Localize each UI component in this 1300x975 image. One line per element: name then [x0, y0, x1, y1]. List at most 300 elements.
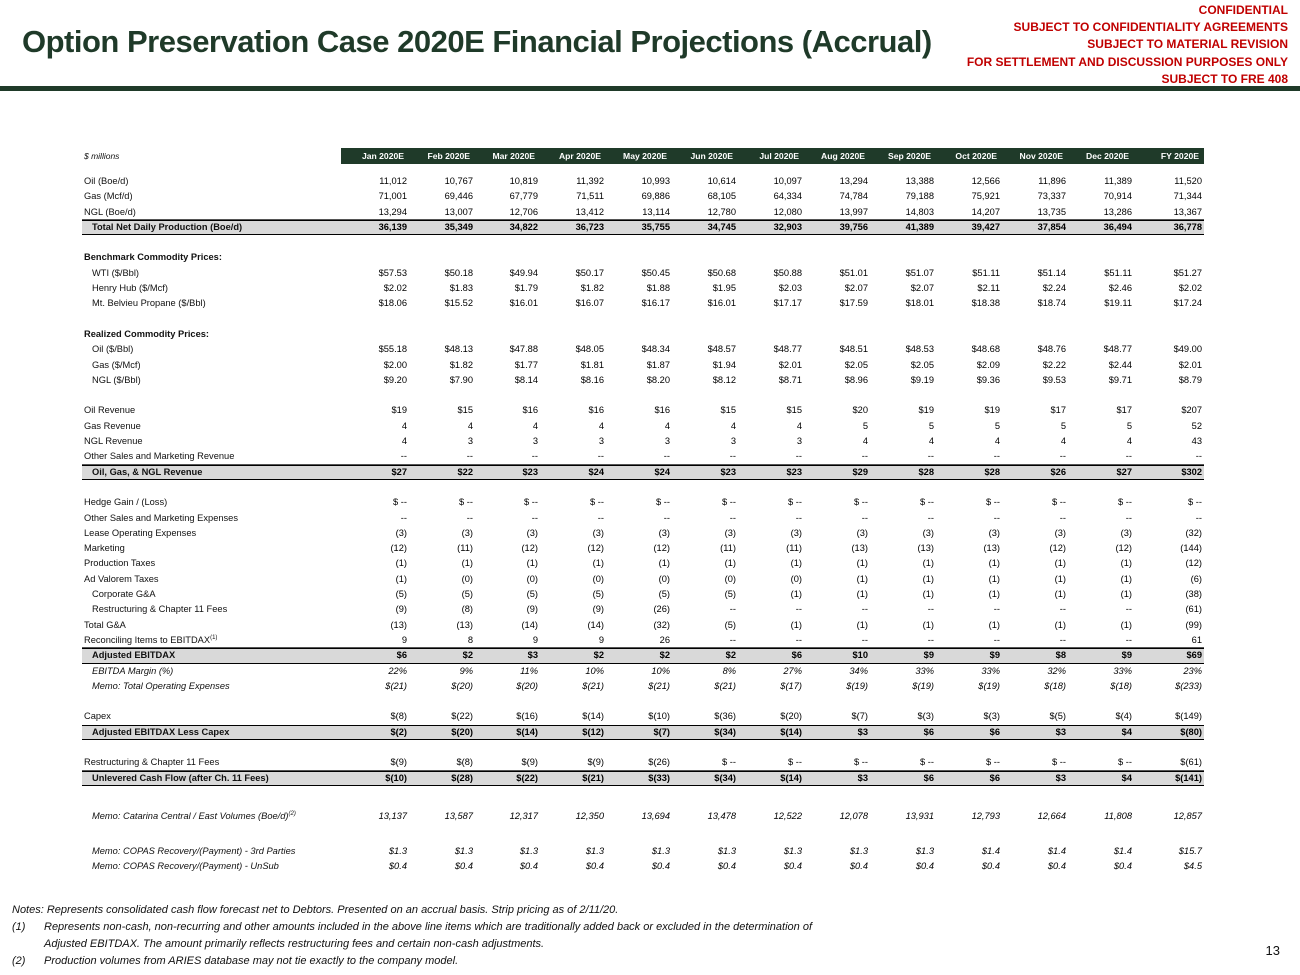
cell-value: (32) — [1185, 527, 1202, 538]
cell-value: $48.53 — [905, 344, 934, 355]
cell-value: 4 — [1126, 436, 1132, 447]
row-label: Hedge Gain / (Loss) — [84, 497, 168, 508]
cell-value: 71,344 — [1173, 191, 1202, 202]
confidential-line: SUBJECT TO MATERIAL REVISION — [1087, 37, 1288, 52]
cell-value: $19 — [918, 405, 934, 416]
cell-value: $18.74 — [1037, 298, 1066, 309]
cell-value: -- — [993, 451, 1000, 462]
row-label: Total G&A — [84, 619, 126, 630]
row-label: NGL ($/Bbl) — [92, 374, 141, 385]
cell-value: (3) — [988, 527, 1000, 538]
cell-value: $(12) — [582, 726, 604, 737]
cell-value: 10,097 — [773, 176, 802, 186]
cell-value: 11,520 — [1174, 176, 1202, 186]
cell-value: 12,706 — [509, 206, 538, 217]
table-row — [82, 434, 1204, 449]
row-label: Gas (Mcf/d) — [84, 191, 133, 202]
column-header: Oct 2020E — [955, 151, 997, 161]
cell-value: 34,822 — [509, 221, 538, 232]
title-rule — [0, 86, 1300, 91]
cell-value: $48.68 — [971, 344, 1000, 355]
cell-value: 3 — [664, 436, 670, 447]
cell-value: (13) — [390, 619, 407, 630]
cell-value: $(16) — [516, 711, 538, 722]
cell-value: $2.05 — [844, 359, 868, 370]
cell-value: (12) — [587, 543, 604, 554]
cell-value: 13,294 — [839, 176, 868, 186]
cell-value: $(19) — [846, 680, 868, 691]
cell-value: 13,007 — [444, 206, 473, 217]
cell-value: 36,494 — [1103, 221, 1132, 232]
cell-value: $48.57 — [707, 344, 736, 355]
cell-value: -- — [400, 512, 407, 523]
cell-value: 10,614 — [707, 176, 736, 186]
cell-value: 13,735 — [1037, 206, 1066, 217]
cell-value: $19 — [984, 405, 1000, 416]
cell-value: 35,755 — [641, 221, 670, 232]
cell-value: $(9) — [521, 757, 538, 768]
cell-value: (1) — [856, 558, 868, 569]
cell-value: (3) — [856, 527, 868, 538]
cell-value: (12) — [653, 543, 670, 554]
cell-value: $51.11 — [1104, 267, 1132, 278]
cell-value: (1) — [592, 558, 604, 569]
cell-value: 9 — [401, 634, 407, 645]
cell-value: $(28) — [451, 772, 473, 783]
cell-value: $2 — [725, 650, 736, 661]
row-label: Henry Hub ($/Mcf) — [92, 283, 168, 294]
cell-value: -- — [663, 451, 670, 462]
cell-value: $2.00 — [383, 359, 407, 370]
table-row — [82, 809, 1204, 824]
row-label: Restructuring & Chapter 11 Fees — [92, 604, 228, 615]
cell-value: $8.14 — [514, 374, 538, 385]
cell-value: $(5) — [1049, 711, 1066, 722]
cell-value: $51.11 — [972, 267, 1000, 278]
cell-value: $1.3 — [519, 845, 538, 856]
cell-value: $8.16 — [580, 374, 604, 385]
table-row — [82, 358, 1204, 373]
cell-value: 4 — [401, 436, 407, 447]
page-number: 13 — [1265, 943, 1280, 958]
cell-value: $48.77 — [1103, 344, 1132, 355]
row-label: EBITDA Margin (%) — [92, 665, 174, 676]
cell-value: $1.3 — [849, 845, 868, 856]
row-label: Total Net Daily Production (Boe/d) — [92, 221, 243, 232]
row-label: WTI ($/Bbl) — [92, 267, 140, 278]
cell-value: $6 — [923, 726, 934, 737]
cell-value: 11,389 — [1104, 176, 1132, 186]
cell-value: $55.18 — [378, 344, 407, 355]
column-header: Nov 2020E — [1019, 151, 1063, 161]
cell-value: $(21) — [582, 680, 604, 691]
cell-value: $ -- — [1118, 497, 1132, 508]
cell-value: 13,412 — [575, 206, 604, 217]
notes — [12, 902, 812, 970]
cell-value: (12) — [1185, 558, 1202, 569]
cell-value: 27% — [783, 665, 802, 676]
cell-value: $17.17 — [773, 298, 802, 309]
cell-value: $0.4 — [849, 861, 868, 872]
cell-value: 11,896 — [1038, 176, 1066, 186]
cell-value: (99) — [1185, 619, 1202, 630]
cell-value: $ -- — [1188, 497, 1202, 508]
cell-value: $ -- — [722, 497, 736, 508]
cell-value: 22% — [388, 665, 407, 676]
table-row — [82, 373, 1204, 388]
cell-value: (1) — [988, 558, 1000, 569]
cell-value: 3 — [796, 436, 802, 447]
cell-value: $51.27 — [1173, 267, 1202, 278]
cell-value: -- — [927, 634, 934, 645]
cell-value: 69,886 — [641, 191, 670, 202]
cell-value: (1) — [922, 573, 934, 584]
cell-value: 8% — [722, 665, 736, 676]
row-label: NGL Revenue — [84, 436, 143, 447]
note-1-cont — [12, 936, 812, 953]
cell-value: -- — [1125, 604, 1132, 615]
cell-value: (1) — [1054, 558, 1066, 569]
financial-table — [82, 148, 1204, 875]
cell-value: $(22) — [451, 711, 473, 722]
cell-value: $(26) — [648, 757, 670, 768]
cell-value: (3) — [526, 527, 538, 538]
confidential-line: SUBJECT TO FRE 408 — [1161, 71, 1288, 86]
cell-value: $29 — [852, 466, 868, 477]
cell-value: $0.4 — [388, 861, 407, 872]
cell-value: $(7) — [653, 726, 670, 737]
cell-value: $10 — [852, 650, 868, 661]
cell-value: $69 — [1186, 650, 1202, 661]
cell-value: $3 — [1055, 726, 1066, 737]
confidential-line: FOR SETTLEMENT AND DISCUSSION PURPOSES ONLY — [966, 54, 1288, 69]
cell-value: -- — [795, 604, 802, 615]
footnote-marker: (1) — [210, 634, 218, 641]
cell-value: 13,137 — [378, 810, 407, 821]
cell-value: 10% — [651, 665, 670, 676]
table-row — [82, 633, 1204, 648]
cell-value: $(36) — [714, 711, 736, 722]
cell-value: $2.01 — [1178, 359, 1202, 370]
table-row — [82, 419, 1204, 434]
cell-value: (8) — [461, 604, 473, 615]
cell-value: 69,446 — [444, 191, 473, 202]
cell-value: $1.81 — [580, 359, 604, 370]
cell-value: $0.4 — [454, 861, 473, 872]
cell-value: $2.44 — [1108, 359, 1132, 370]
cell-value: $2.02 — [1178, 283, 1202, 294]
cell-value: $1.82 — [449, 359, 473, 370]
cell-value: $(141) — [1175, 772, 1202, 783]
cell-value: (1) — [988, 589, 1000, 600]
cell-value: $0.4 — [519, 861, 538, 872]
cell-value: -- — [861, 512, 868, 523]
row-label: Corporate G&A — [92, 589, 156, 600]
cell-value: (144) — [1180, 543, 1202, 554]
table-row — [82, 709, 1204, 724]
cell-value: $22 — [457, 466, 473, 477]
cell-value: $17.24 — [1173, 298, 1202, 309]
cell-value: (9) — [395, 604, 407, 615]
cell-value: $(18) — [1110, 680, 1132, 691]
cell-value: (1) — [922, 558, 934, 569]
cell-value: (1) — [1120, 573, 1132, 584]
cell-value: $(9) — [587, 757, 604, 768]
cell-value: 39,427 — [971, 221, 1000, 232]
cell-value: (3) — [395, 527, 407, 538]
cell-value: $8.71 — [778, 374, 802, 385]
cell-value: $(233) — [1175, 680, 1202, 691]
cell-value: (5) — [395, 589, 407, 600]
table-row — [82, 495, 1204, 510]
cell-value: -- — [400, 451, 407, 462]
cell-value: $(20) — [451, 726, 473, 737]
row-label: NGL (Boe/d) — [84, 206, 136, 217]
cell-value: (13) — [917, 543, 934, 554]
cell-value: 9 — [532, 634, 538, 645]
table-row — [82, 250, 1204, 265]
cell-value: (3) — [658, 527, 670, 538]
table-row — [82, 189, 1204, 204]
table-row — [82, 174, 1204, 189]
table-row — [82, 403, 1204, 418]
cell-value: $49.94 — [509, 267, 538, 278]
cell-value: $2 — [462, 650, 473, 661]
cell-value: (12) — [1115, 543, 1132, 554]
cell-value: $(21) — [648, 680, 670, 691]
cell-value: $9 — [923, 650, 934, 661]
cell-value: 4 — [401, 420, 407, 431]
row-label: Marketing — [84, 543, 125, 554]
cell-value: $2.11 — [977, 283, 1000, 294]
cell-value: $0.4 — [585, 861, 604, 872]
table-row — [82, 296, 1204, 311]
row-label: Memo: COPAS Recovery/(Payment) - 3rd Parties — [92, 845, 296, 856]
cell-value: -- — [729, 604, 736, 615]
cell-value: -- — [597, 512, 604, 523]
cell-value: -- — [729, 512, 736, 523]
cell-value: (1) — [856, 589, 868, 600]
cell-value: $0.4 — [981, 861, 1000, 872]
cell-value: 4 — [467, 420, 473, 431]
cell-value: 32% — [1047, 665, 1066, 676]
cell-value: (5) — [724, 589, 736, 600]
row-label: Benchmark Commodity Prices: — [84, 252, 222, 263]
cell-value: (3) — [592, 527, 604, 538]
cell-value: -- — [1059, 634, 1066, 645]
column-header: Feb 2020E — [427, 151, 470, 161]
cell-value: (26) — [653, 604, 670, 615]
cell-value: $ -- — [1052, 757, 1066, 768]
cell-value: $16 — [654, 405, 670, 416]
cell-value: $(10) — [385, 772, 407, 783]
cell-value: $17 — [1116, 405, 1132, 416]
column-header: May 2020E — [623, 151, 667, 161]
cell-value: -- — [729, 634, 736, 645]
cell-value: $1.3 — [388, 845, 407, 856]
table-row — [82, 679, 1204, 694]
cell-value: $(20) — [516, 680, 538, 691]
cell-value: (5) — [526, 589, 538, 600]
cell-value: 52 — [1191, 420, 1202, 431]
column-header: Jul 2020E — [759, 151, 799, 161]
cell-value: (1) — [1054, 619, 1066, 630]
cell-value: -- — [1059, 604, 1066, 615]
row-label: Other Sales and Marketing Expenses — [84, 512, 238, 523]
cell-value: -- — [927, 512, 934, 523]
cell-value: $(3) — [983, 711, 1000, 722]
row-label: Mt. Belvieu Propane ($/Bbl) — [92, 298, 206, 309]
cell-value: (9) — [526, 604, 538, 615]
cell-value: $1.88 — [646, 283, 670, 294]
cell-value: 34% — [849, 665, 868, 676]
cell-value: $2 — [593, 650, 604, 661]
cell-value: 37,854 — [1037, 221, 1066, 232]
cell-value: $17 — [1050, 405, 1066, 416]
cell-value: $1.82 — [580, 283, 604, 294]
cell-value: $1.3 — [717, 845, 736, 856]
cell-value: $(20) — [780, 711, 802, 722]
cell-value: $(149) — [1175, 711, 1202, 722]
cell-value: (5) — [592, 589, 604, 600]
cell-value: $23 — [786, 466, 802, 477]
cell-value: $(61) — [1180, 757, 1202, 768]
cell-value: $2.03 — [778, 283, 802, 294]
cell-value: 12,078 — [839, 810, 868, 821]
note-1-text-a: Represents non-cash, non-recurring and other amounts included in the above line items which are traditionally added back or excluded in the determination of — [44, 921, 813, 933]
row-label: Memo: COPAS Recovery/(Payment) - UnSub — [92, 861, 279, 872]
cell-value: 5 — [1060, 420, 1066, 431]
cell-value: -- — [531, 451, 538, 462]
cell-value: (1) — [790, 619, 802, 630]
cell-value: $48.34 — [641, 344, 670, 355]
cell-value: -- — [1059, 451, 1066, 462]
cell-value: (1) — [922, 619, 934, 630]
cell-value: $3 — [857, 772, 868, 783]
cell-value: 75,921 — [971, 191, 1000, 202]
cell-value: $49.00 — [1173, 344, 1202, 355]
cell-value: (1) — [526, 558, 538, 569]
cell-value: $2.46 — [1108, 283, 1132, 294]
table-row — [82, 648, 1204, 663]
cell-value: $9.20 — [383, 374, 407, 385]
cell-value: 13,294 — [378, 206, 407, 217]
note-2 — [12, 953, 812, 970]
cell-value: $8 — [1055, 650, 1066, 661]
cell-value: -- — [1125, 634, 1132, 645]
cell-value: (1) — [856, 573, 868, 584]
cell-value: (13) — [456, 619, 473, 630]
cell-value: $2.01 — [778, 359, 802, 370]
cell-value: 12,664 — [1037, 810, 1066, 821]
cell-value: 73,337 — [1037, 191, 1066, 202]
cell-value: 4 — [928, 436, 934, 447]
footnote-marker: (2) — [288, 810, 296, 817]
cell-value: $ -- — [920, 497, 934, 508]
cell-value: $(34) — [714, 726, 736, 737]
row-label: Gas ($/Mcf) — [92, 359, 141, 370]
cell-value: $27 — [391, 466, 407, 477]
cell-value: $48.51 — [839, 344, 868, 355]
table-row — [82, 755, 1204, 770]
cell-value: 33% — [915, 665, 934, 676]
cell-value: -- — [597, 451, 604, 462]
column-header: FY 2020E — [1160, 151, 1199, 161]
cell-value: $(3) — [917, 711, 934, 722]
cell-value: 10,993 — [641, 176, 670, 186]
cell-value: $1.3 — [585, 845, 604, 856]
cell-value: $1.3 — [454, 845, 473, 856]
table-row — [82, 587, 1204, 602]
cell-value: -- — [1195, 512, 1202, 523]
cell-value: $28 — [984, 466, 1000, 477]
cell-value: $15 — [720, 405, 736, 416]
cell-value: -- — [1059, 512, 1066, 523]
cell-value: (1) — [461, 558, 473, 569]
cell-value: 11,012 — [379, 176, 407, 186]
cell-value: $1.87 — [646, 359, 670, 370]
cell-value: $50.68 — [707, 267, 736, 278]
table-row — [82, 220, 1204, 235]
cell-value: 4 — [664, 420, 670, 431]
cell-value: (1) — [724, 558, 736, 569]
cell-value: $6 — [923, 772, 934, 783]
cell-value: (1) — [1120, 589, 1132, 600]
cell-value: $(9) — [390, 757, 407, 768]
cell-value: 11,392 — [576, 176, 604, 186]
row-label: Memo: Total Operating Expenses — [92, 680, 230, 691]
cell-value: -- — [993, 512, 1000, 523]
cell-value: $(14) — [582, 711, 604, 722]
cell-value: $18.38 — [971, 298, 1000, 309]
cell-value: $6 — [989, 772, 1000, 783]
cell-value: $2.09 — [976, 359, 1000, 370]
cell-value: (3) — [790, 527, 802, 538]
cell-value: (3) — [922, 527, 934, 538]
cell-value: (11) — [720, 543, 736, 554]
cell-value: $9.53 — [1042, 374, 1066, 385]
notes-main: Notes: Represents consolidated cash flow forecast net to Debtors. Presented on an accrual basis. Strip pricing as of 2/11/20. — [12, 904, 619, 916]
cell-value: 36,723 — [575, 221, 604, 232]
cell-value: $9 — [1121, 650, 1132, 661]
cell-value: -- — [1125, 512, 1132, 523]
row-label: Adjusted EBITDAX Less Capex — [92, 726, 230, 737]
cell-value: 26 — [659, 634, 670, 645]
cell-value: -- — [927, 451, 934, 462]
cell-value: $9.19 — [910, 374, 934, 385]
row-label: Adjusted EBITDAX — [92, 650, 176, 661]
cell-value: 4 — [994, 436, 1000, 447]
cell-value: $6 — [989, 726, 1000, 737]
cell-value: $17.59 — [839, 298, 868, 309]
cell-value: 9 — [598, 634, 604, 645]
cell-value: $16.01 — [707, 298, 736, 309]
cell-value: 13,587 — [444, 810, 473, 821]
cell-value: -- — [993, 604, 1000, 615]
cell-value: $(8) — [456, 757, 473, 768]
cell-value: -- — [795, 512, 802, 523]
cell-value: $ -- — [722, 757, 736, 768]
cell-value: 13,367 — [1173, 206, 1202, 217]
cell-value: $8.20 — [646, 374, 670, 385]
note-2-text: Production volumes from ARIES database may not tie exactly to the company model. — [44, 955, 459, 967]
cell-value: 71,511 — [576, 191, 604, 202]
cell-value: $(21) — [714, 680, 736, 691]
cell-value: (1) — [395, 573, 407, 584]
row-label: Oil (Boe/d) — [84, 176, 129, 186]
cell-value: 12,317 — [509, 810, 538, 821]
cell-value: $2.07 — [910, 283, 934, 294]
